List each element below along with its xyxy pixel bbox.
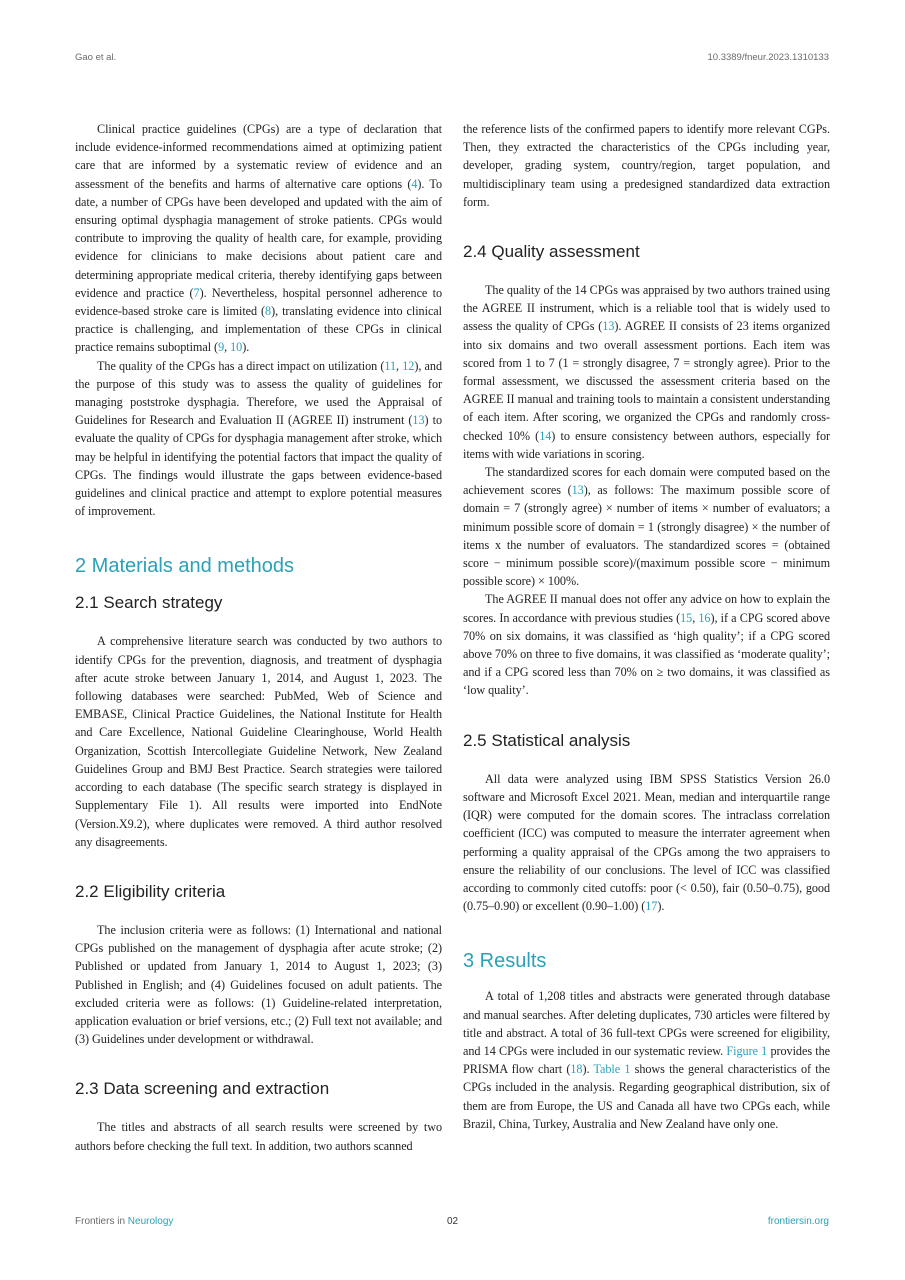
citation-link[interactable]: 10: [230, 340, 243, 355]
subsection-heading: 2.5 Statistical analysis: [463, 730, 631, 750]
citation-link[interactable]: 12: [402, 358, 415, 373]
body-paragraph: the reference lists of the confirmed papers to identify more relevant CGPs. Then, they extracted the characteristics of the CPGs including year, developer, grading system, country/region, target population, and multidisciplinary team using a predesigned standardized data extraction form.: [463, 122, 830, 209]
subsection-heading: 2.1 Search strategy: [75, 593, 223, 613]
body-paragraph: All data were analyzed using IBM SPSS Statistics Version 26.0 software and Microsoft Excel 2021. Mean, median and interquartile range (IQR) were computed for the domain scores. The intraclass correlation coefficient (ICC) was computed to measure the interrater agreement when performing a quality appraisal of the CPGs among the two appraisers to ensure the reliability of our conclusions. The level of ICC was classified according to commonly cited cutoffs: poor (< 0.50), fair (0.50–0.75), good (0.75–0.90) or excellent (0.90–1.00) (17).: [463, 771, 830, 914]
citation-link[interactable]: 15: [680, 610, 693, 625]
subsection-heading: 2.3 Data screening and extraction: [75, 1079, 330, 1099]
body-paragraph: A comprehensive literature search was conducted by two authors to identify CPGs for the prevention, diagnosis, and treatment of dysphagia after acute stroke between January 1, 2014, and August 1, 2023. The following databases were searched: PubMed, Web of Science and EMBASE, Clinical Practice Guidelines, the National Institute for Health and Care Excellence, National Guideline Clearinghouse, World Health Organization, Scottish Intercollegiate Guideline Network, New Zealand Guidelines Group and BMJ Best Practice. Search strategies were tailored according to each database (The specific search strategy is displayed in Supplementary File 1). All results were imported into EndNote (Version.X9.2), where duplicates were removed. A third author resolved any disagreements.: [75, 634, 442, 849]
footer-journal-prefix: Frontiers in: [75, 1216, 128, 1227]
citation-link[interactable]: 4: [411, 176, 418, 191]
citation-link[interactable]: 17: [645, 899, 658, 914]
citation-link[interactable]: 8: [265, 304, 272, 319]
body-paragraph: Clinical practice guidelines (CPGs) are a type of declaration that include evidence-informed recommendations aimed at optimizing patient care that are informed by a systematic review of evidence and an assessment of the benefits and harms of alternative care options (4). To date, a number of CPGs have been developed and updated with the aim of ensuring optimal dysphagia management of stroke patients. CPGs would contribute to improving the quality of health care, for example, providing evidence for clinicians to make decisions about patient care and determining appropriate medical criteria, thereby identifying gaps between evidence and practice (7). Nevertheless, hospital personnel adherence to evidence-based stroke care is limited (8), translating evidence into clinical practice is challenging, and implementation of these CPGs in clinical practice remains suboptimal (9, 10).: [75, 122, 442, 355]
footer-site-link[interactable]: frontiersin.org: [767, 1216, 829, 1227]
citation-link[interactable]: 13: [412, 413, 425, 428]
page-number: 02: [446, 1216, 459, 1227]
body-paragraph: The inclusion criteria were as follows: (1) International and national CPGs published on the management of dysphagia after acute stroke; (2) Published or updated from January 1, 2014 to August 1, 2023; (3) Published in English; and (4) Guidelines focused on adult patients. The excluded criteria were as follows: (1) Guideline-related interpretation, application evaluation or brief versions, etc.; (2) Full text not available; and (3) Guidelines under development or withdrawal.: [75, 922, 442, 1047]
left-column: [75, 120, 442, 1155]
body-paragraph: The titles and abstracts of all search results were screened by two authors before checking the full text. In addition, two authors scanned: [75, 1120, 442, 1153]
body-paragraph: The standardized scores for each domain were computed based on the achievement scores (13), as follows: The maximum possible score of domain = 7 (strongly agree) × number of items × number of evaluators; a minimum possible score of domain = 1 (strongly disagree) × the number of items x the number of evaluators. The standardized scores = (obtained score − minimum possible score)/(maximum possible score − minimum possible score) × 100%.: [463, 465, 830, 589]
body-paragraph: The AGREE II manual does not offer any advice on how to explain the scores. In accordance with previous studies (15, 16), if a CPG scored above 70% on six domains, it was classified as ‘high quality’; if a CPG scored above 70% on three to five domains, it was classified as ‘moderate quality’; and if a CPG scored less than 70% on ≥ two domains, it was classified as ‘low quality’.: [463, 592, 830, 698]
citation-link[interactable]: 13: [602, 319, 615, 334]
subsection-heading: 2.2 Eligibility criteria: [75, 881, 226, 901]
citation-link[interactable]: 14: [539, 428, 552, 443]
citation-link[interactable]: 18: [570, 1062, 583, 1077]
running-header-authors: Gao et al.: [75, 52, 117, 63]
citation-link[interactable]: 11: [384, 358, 397, 373]
footer-journal-name[interactable]: Neurology: [127, 1216, 174, 1227]
body-paragraph: The quality of the 14 CPGs was appraised by two authors trained using the AGREE II instrument, which is a reliable tool that is widely used to assess the quality of CPGs (13). AGREE II consists of 23 items organized into six domains and two overall assessment portions. Each item was scored from 1 to 7 (1 = strongly disagree, 7 = strongly agree). Prior to the formal assessment, we discussed the assessment criteria based on the AGREE II manual and training tools to maintain a consistent understanding of each item. After scoring, we organized the CPGs and randomly cross-checked 10% (14) to ensure consistency between authors, especially for items with wide variations in scoring.: [463, 283, 830, 461]
citation-link[interactable]: Figure 1: [726, 1043, 768, 1058]
section-heading: 2 Materials and methods: [75, 555, 295, 578]
citation-link[interactable]: 13: [571, 483, 584, 498]
right-column: [463, 120, 830, 1133]
section-heading: 3 Results: [463, 950, 547, 973]
body-paragraph: The quality of the CPGs has a direct impact on utilization (11, 12), and the purpose of this study was to assess the quality of guidelines for managing poststroke dysphagia. Therefore, we used the Appraisal of Guidelines for Research and Evaluation II (AGREE II) instrument (13) to evaluate the quality of CPGs for dysphagia management after stroke, which may be helpful in identifying the potential factors that impact the quality of CPGs. The findings would illustrate the gaps between evidence-based guidelines and clinical practice and attempt to explore potential measures of improvement.: [75, 358, 442, 519]
citation-link[interactable]: 16: [698, 610, 711, 625]
running-header-doi: 10.3389/fneur.2023.1310133: [707, 52, 829, 63]
body-paragraph: A total of 1,208 titles and abstracts were generated through database and manual searches. After deleting duplicates, 730 articles were filtered by title and abstract. A total of 36 full-text CPGs were screened for eligibility, and 14 CPGs were included in our systematic review. Figure 1 provides the PRISMA flow chart (18). Table 1 shows the general characteristics of the CPGs included in the analysis. Regarding geographical distribution, six of them are from Europe, the US and Canada all have two CPGs each, while Brazil, China, Turkey, Australia and New Zealand have only one.: [463, 989, 830, 1131]
citation-link[interactable]: 7: [193, 285, 200, 300]
citation-link[interactable]: Table 1: [593, 1062, 631, 1077]
citation-link[interactable]: 9: [218, 340, 225, 355]
subsection-heading: 2.4 Quality assessment: [463, 242, 640, 262]
